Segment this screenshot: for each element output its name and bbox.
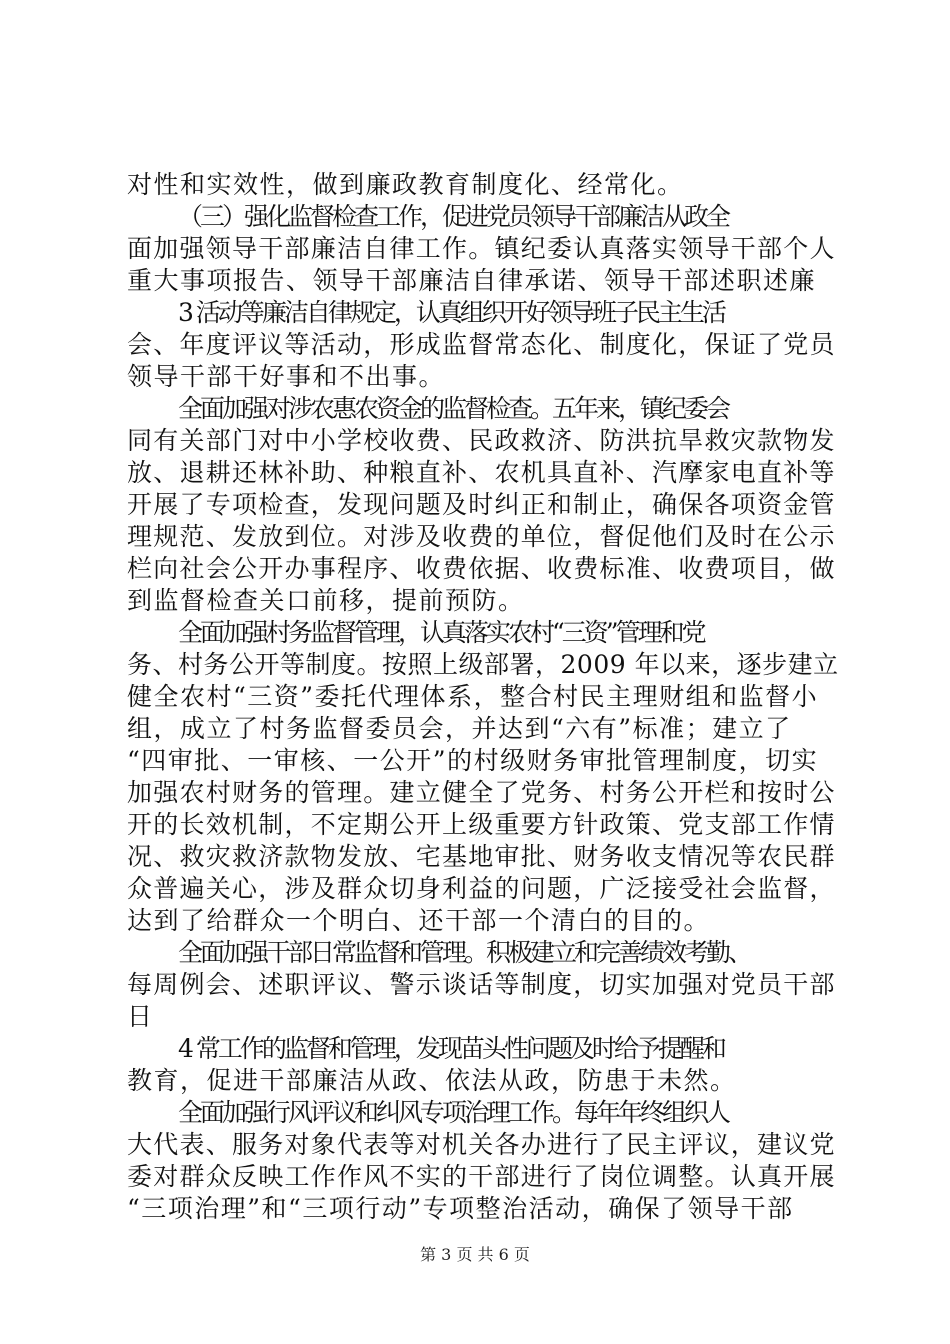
text-line: 会、年度评议等活动，形成监督常态化、制度化，保证了党员 [127,330,836,359]
text-line: 大代表、服务对象代表等对机关各办进行了民主评议，建议党 [127,1130,836,1159]
text-line: “四审批、一审核、一公开”的村级财务审批管理制度，切实 [127,746,819,775]
text-line: 理规范、发放到位。对涉及收费的单位，督促他们及时在公示 [127,522,836,551]
text-line: 放、退耕还林补助、种粮直补、农机具直补、汽摩家电直补等 [127,458,836,487]
text-line: 况、救灾救济款物发放、宅基地审批、财务收支情况等农民群 [127,842,836,871]
page-number-footer: 第 3 页 共 6 页 [420,1245,530,1264]
text-line: 委对群众反映工作作风不实的干部进行了岗位调整。认真开展 [127,1162,836,1191]
text-line: 全面加强对涉农惠农资金的监督检查。五年来，镇纪委会 [178,394,729,423]
text-line: “三项治理”和“三项行动”专项整治活动，确保了领导干部 [127,1194,794,1223]
text-line: 4 常工作的监督和管理，发现苗头性问题及时给予提醒和 [178,1034,724,1063]
text-line: 务、村务公开等制度。按照上级部署，2009 年以来，逐步建立 [127,650,839,679]
text-line: 领导干部干好事和不出事。 [127,362,446,391]
text-line: 全面加强村务监督管理，认真落实农村“三资”管理和党 [178,618,704,647]
text-line: 全面加强干部日常监督和管理。积极建立和完善绩效考勤、 [178,938,751,967]
text-line: 同有关部门对中小学校收费、民政救济、防洪抗旱救灾款物发 [127,426,836,455]
text-line: 教育，促进干部廉洁从政、依法从政，防患于未然。 [127,1066,737,1095]
text-line: 每周例会、述职评议、警示谈话等制度，切实加强对党员干部 [127,970,836,999]
text-line: 众普遍关心，涉及群众切身利益的问题，广泛接受社会监督， [127,874,836,903]
text-line: 栏向社会公开办事程序、收费依据、收费标准、收费项目，做 [127,554,836,583]
text-line: 对性和实效性，做到廉政教育制度化、经常化。 [127,170,684,199]
text-line: （三）强化监督检查工作，促进党员领导干部廉洁从政全 [178,202,729,231]
text-line: 日 [127,1002,154,1031]
text-line: 加强农村财务的管理。建立健全了党务、村务公开栏和按时公 [127,778,836,807]
text-line: 达到了给群众一个明白、还干部一个清白的目的。 [127,906,711,935]
text-line: 到监督检查关口前移，提前预防。 [127,586,525,615]
text-line: 重大事项报告、领导干部廉洁自律承诺、领导干部述职述廉 [127,266,817,295]
text-line: 健全农村“三资”委托代理体系，整合村民主理财组和监督小 [127,682,819,711]
text-line: 全面加强行风评议和纠风专项治理工作。每年年终组织人 [178,1098,729,1127]
text-line: 面加强领导干部廉洁自律工作。镇纪委认真落实领导干部个人 [127,234,836,263]
text-line: 组，成立了村务监督委员会，并达到“六有”标准；建立了 [127,714,792,743]
text-line: 3 活动等廉洁自律规定，认真组织开好领导班子民主生活 [178,298,724,327]
text-line: 开的长效机制，不定期公开上级重要方针政策、党支部工作情 [127,810,836,839]
text-line: 开展了专项检查，发现问题及时纠正和制止，确保各项资金管 [127,490,836,519]
